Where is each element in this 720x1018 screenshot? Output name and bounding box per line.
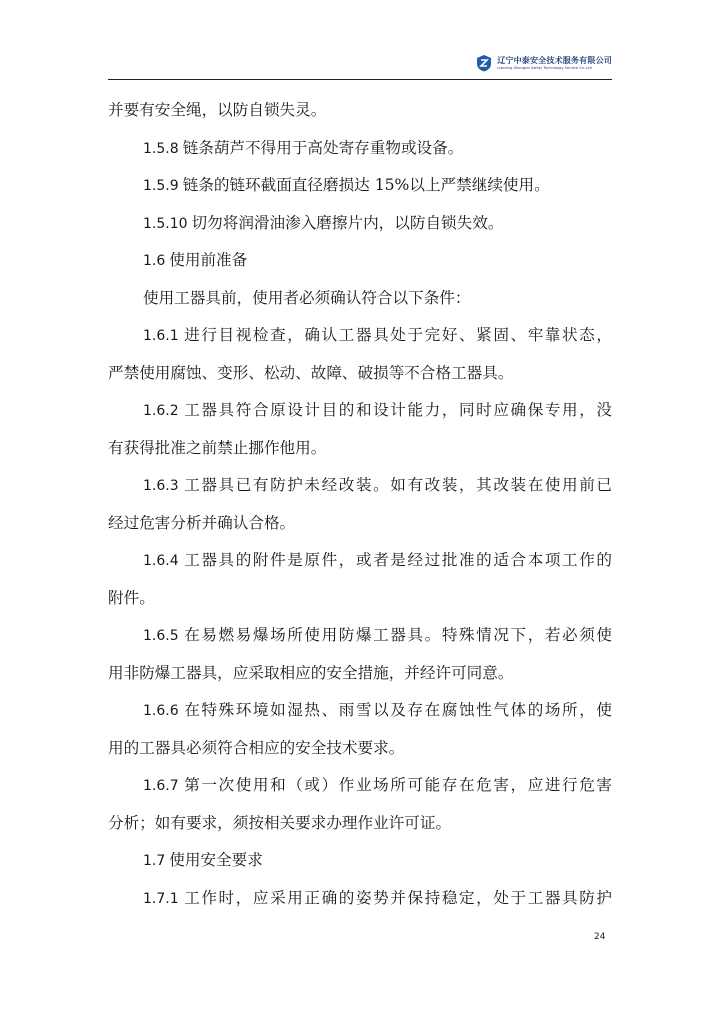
paragraph-line (108, 542, 612, 580)
paragraph-line (108, 355, 612, 393)
section-number: 1.6.5 (143, 628, 179, 644)
company-name-cn: 辽宁中泰安全技术服务有限公司 (497, 55, 612, 65)
section-number: 1.5.9 (143, 178, 179, 194)
section-number: 1.6.6 (143, 703, 179, 719)
company-logo (476, 54, 612, 72)
paragraph-text: 严禁使用腐蚀、变形、松动、故障、破损等不合格工器具。 (108, 363, 514, 382)
section-number: 1.6.3 (143, 478, 179, 494)
paragraph-line (108, 392, 612, 430)
paragraph-line (108, 617, 612, 655)
paragraph-line (108, 317, 612, 355)
paragraph-text: 并要有安全绳，以防自锁失灵。 (108, 101, 327, 119)
paragraph-text: 进行目视检查，确认工器具处于完好、紧固、牢靠状态， (182, 326, 612, 344)
section-number: 1.6.7 (143, 778, 179, 794)
paragraph-line (108, 880, 612, 918)
company-name-en: Liaoning Zhongtai Safety Technology Service Co.,Ltd (497, 65, 592, 70)
paragraph-line (108, 280, 612, 318)
paragraph-text: 在特殊环境如湿热、雨雪以及存在腐蚀性气体的场所，使 (182, 701, 612, 719)
paragraph-text: 切勿将润滑油渗入磨擦片内，以防自锁失效。 (191, 213, 504, 232)
paragraph-line (108, 505, 612, 543)
section-number: 1.6.4 (143, 553, 179, 569)
document-body (108, 92, 612, 917)
paragraph-line (108, 805, 612, 843)
page-header (108, 48, 612, 78)
paragraph-line (108, 130, 612, 168)
paragraph-line (108, 730, 612, 768)
section-number: 1.6.2 (143, 403, 179, 419)
paragraph-text: 使用工器具前，使用者必须确认符合以下条件： (143, 288, 471, 307)
paragraph-text: 在易燃易爆场所使用防爆工器具。特殊情况下，若必须使 (182, 626, 612, 644)
paragraph-line (108, 767, 612, 805)
paragraph-line (108, 205, 612, 243)
paragraph-line (108, 430, 612, 468)
section-number: 1.5.10 (143, 215, 188, 232)
section-heading (108, 842, 612, 880)
paragraph-text: 有获得批准之前禁止挪作他用。 (108, 438, 327, 457)
paragraph-text: 用非防爆工器具，应采取相应的安全措施，并经许可同意。 (108, 663, 514, 682)
section-heading (108, 242, 612, 280)
paragraph-text: 用的工器具必须符合相应的安全技术要求。 (108, 738, 405, 757)
paragraph-line (108, 580, 612, 618)
company-name (497, 56, 612, 71)
paragraph-text: 链条的链环截面直径磨损达 15%以上严禁继续使用。 (182, 176, 550, 194)
paragraph-text: 工器具的附件是原件，或者是经过批准的适合本项工作的 (182, 551, 612, 569)
paragraph-text: 工作时，应采用正确的姿势并保持稳定，处于工器具防护 (182, 888, 612, 907)
paragraph-text: 分析；如有要求，须按相关要求办理作业许可证。 (108, 813, 452, 832)
paragraph-text: 工器具符合原设计目的和设计能力，同时应确保专用，没 (182, 401, 612, 419)
header-divider (108, 79, 612, 80)
paragraph-line (108, 655, 612, 693)
paragraph-text: 第一次使用和（或）作业场所可能存在危害，应进行危害 (182, 776, 612, 794)
company-logo-icon (476, 54, 492, 72)
paragraph-line (108, 92, 612, 130)
paragraph-text: 工器具已有防护未经改装。如有改装，其改装在使用前已 (182, 476, 612, 494)
paragraph-text: 链条葫芦不得用于高处寄存重物或设备。 (182, 138, 464, 157)
paragraph-line (108, 692, 612, 730)
paragraph-line (108, 467, 612, 505)
heading-text: 使用前准备 (169, 251, 248, 269)
section-number: 1.7.1 (143, 890, 179, 907)
heading-text: 使用安全要求 (169, 851, 263, 869)
paragraph-line (108, 167, 612, 205)
page-number: 24 (594, 932, 606, 942)
paragraph-text: 附件。 (108, 588, 155, 607)
section-number: 1.7 (143, 853, 166, 869)
section-number: 1.5.8 (143, 140, 179, 157)
paragraph-text: 经过危害分析并确认合格。 (108, 513, 296, 532)
section-number: 1.6 (143, 253, 166, 269)
section-number: 1.6.1 (143, 328, 179, 344)
